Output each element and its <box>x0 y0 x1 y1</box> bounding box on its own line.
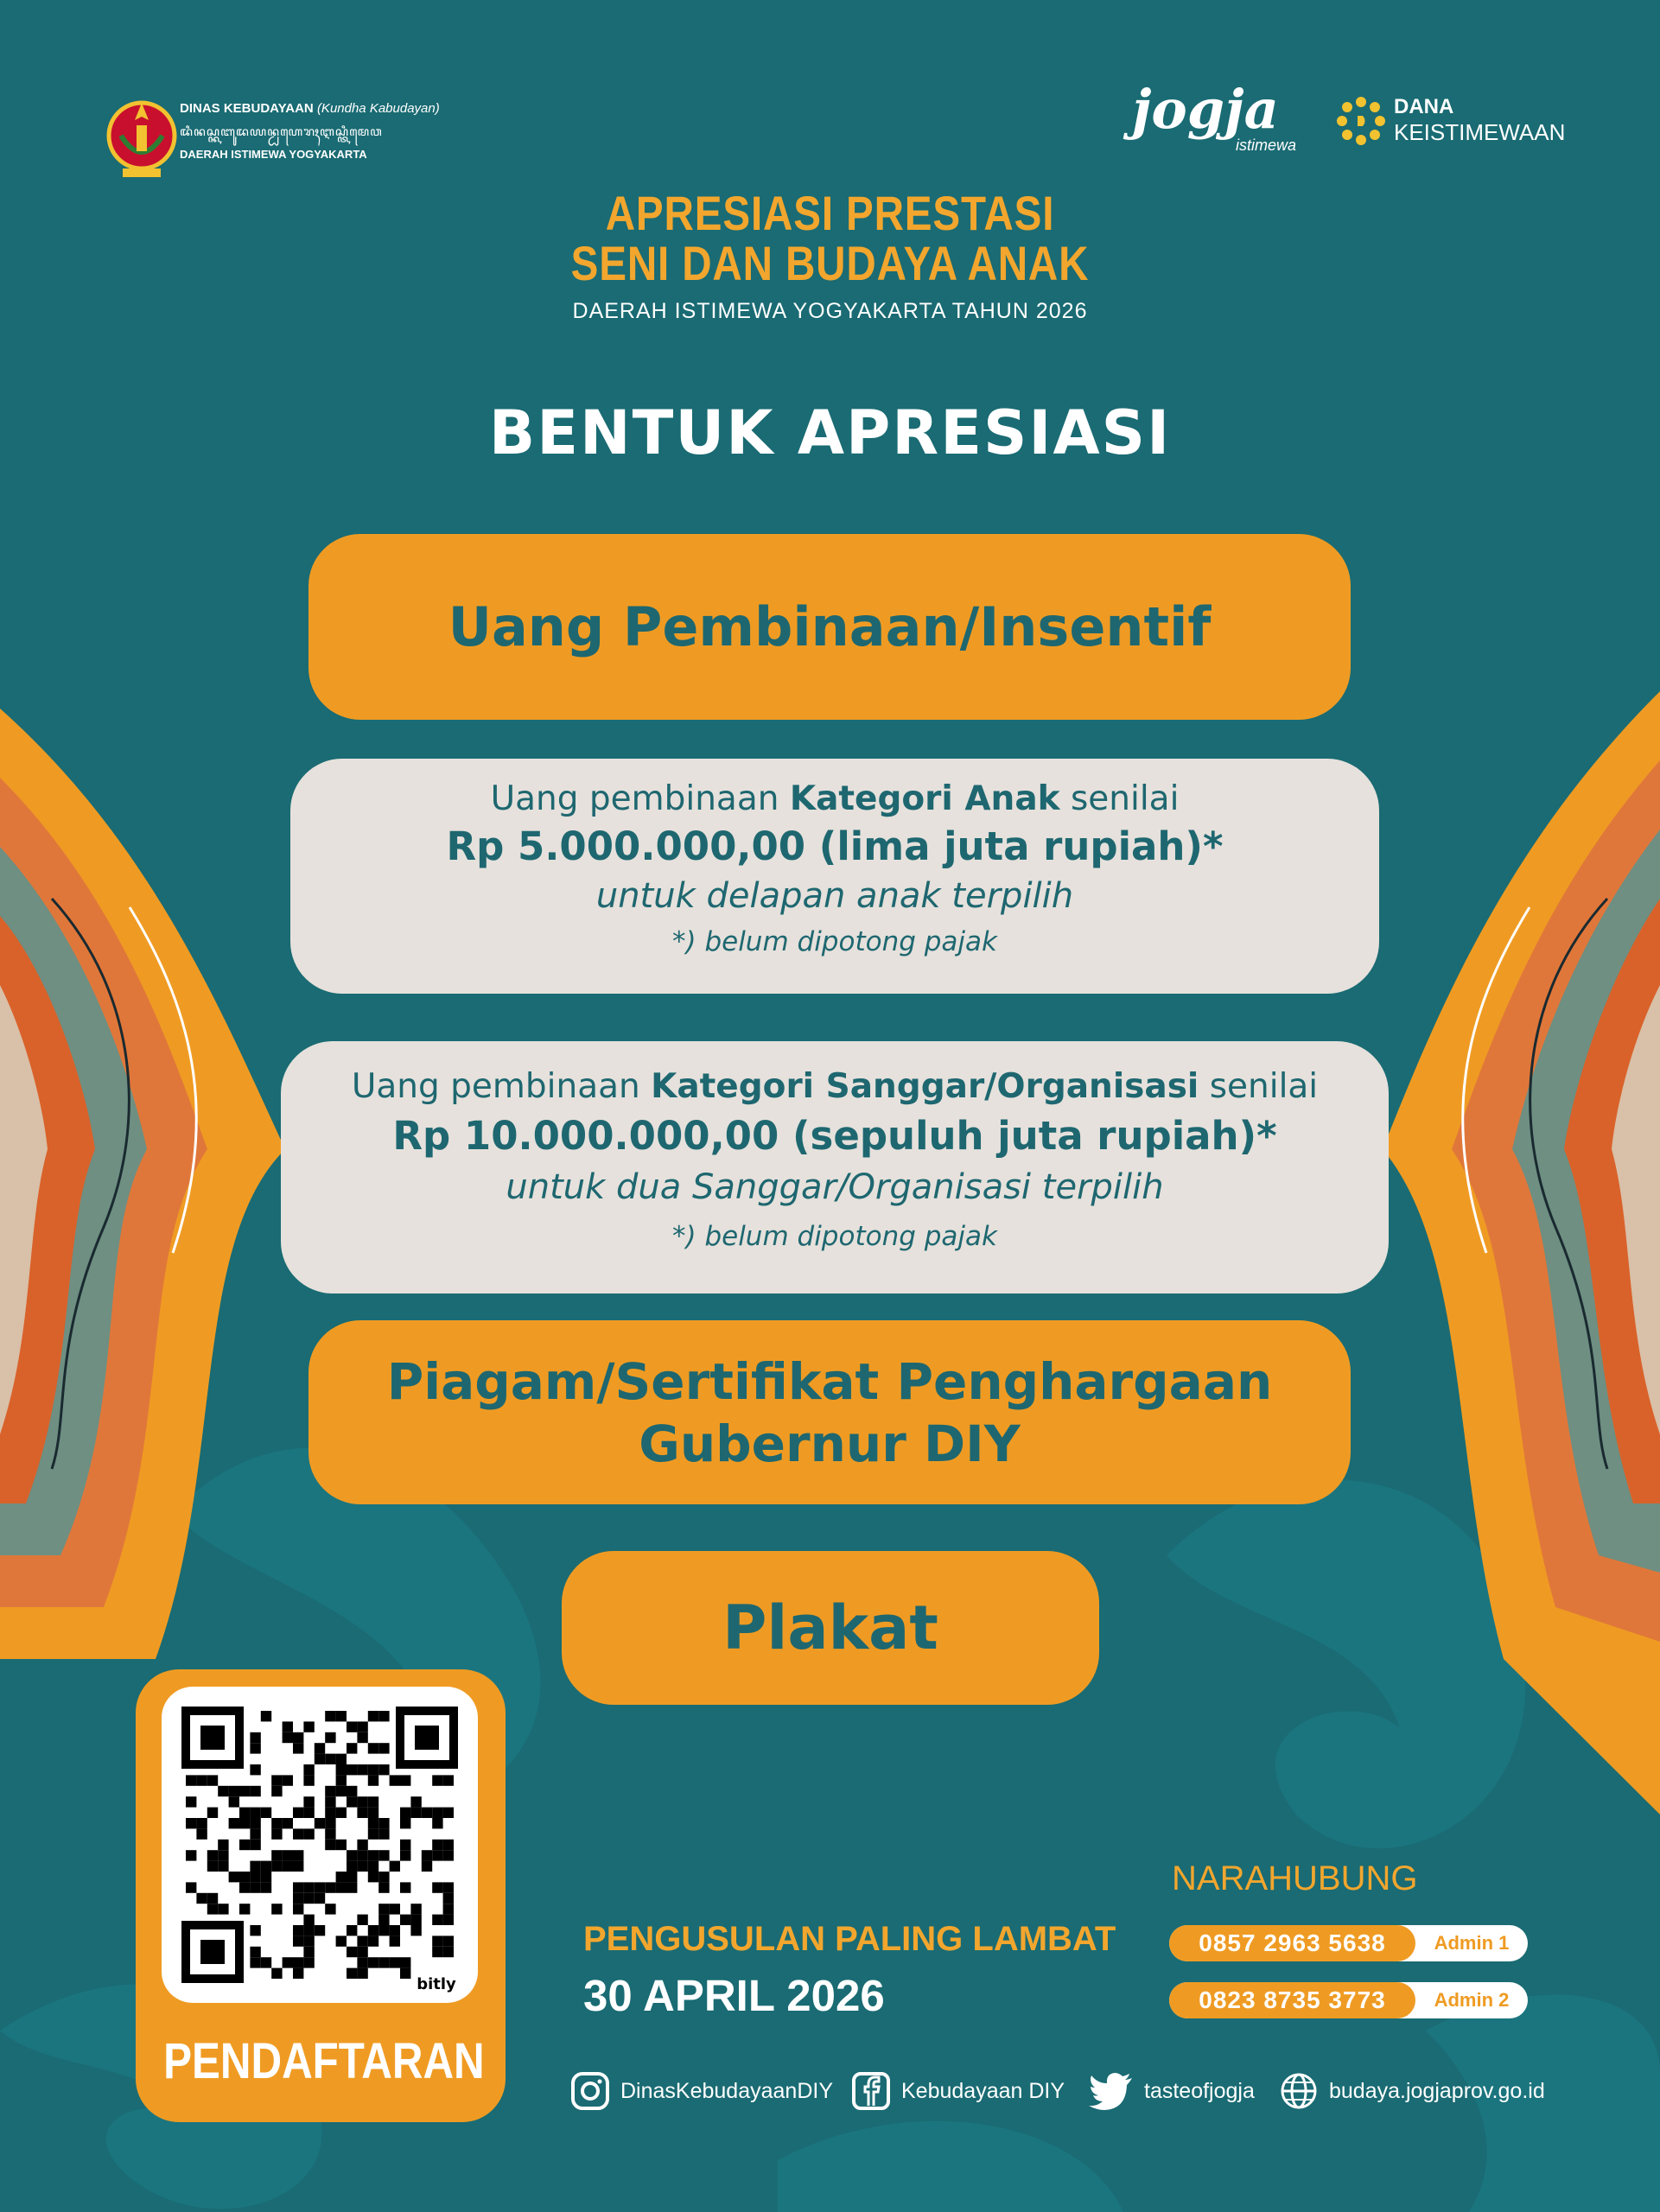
qr-module <box>250 1818 260 1828</box>
qr-module <box>400 1968 410 1979</box>
qr-module <box>250 1861 260 1872</box>
qr-module <box>325 1840 335 1850</box>
qr-module <box>368 1828 378 1839</box>
qr-module <box>410 1915 421 1925</box>
qr-module <box>283 1818 293 1828</box>
instagram-handle[interactable]: DinasKebudayaanDIY <box>620 2078 833 2103</box>
qr-module <box>347 1850 357 1860</box>
qr-module <box>410 1925 421 1936</box>
qr-module <box>239 1882 250 1892</box>
qr-module <box>443 1850 454 1860</box>
qr-module <box>368 1818 378 1828</box>
deadline-label: PENGUSULAN PALING LAMBAT <box>583 1920 1116 1958</box>
dana-keistimewaan-icon <box>1335 95 1387 147</box>
qr-module <box>315 1893 325 1904</box>
card1-note: untuk delapan anak terpilih <box>595 876 1074 916</box>
jogja-wordmark: jogja <box>1132 78 1279 141</box>
contact-label: NARAHUBUNG <box>1172 1859 1418 1897</box>
qr-module <box>422 1861 432 1872</box>
qr-module <box>303 1764 314 1775</box>
qr-module <box>347 1743 357 1753</box>
qr-module <box>229 1872 239 1882</box>
qr-module <box>229 1796 239 1807</box>
card2-tax-note: *) belum dipotong pajak <box>672 1221 997 1252</box>
qr-module <box>347 1882 357 1892</box>
qr-module <box>293 1936 303 1946</box>
qr-module <box>368 1764 378 1775</box>
qr-module <box>325 1808 335 1818</box>
qr-module <box>432 1947 442 1957</box>
social-instagram[interactable] <box>570 2069 833 2113</box>
qr-module <box>336 1882 347 1892</box>
qr-module <box>400 1840 410 1850</box>
qr-module <box>250 1786 260 1796</box>
qr-module <box>378 1915 389 1925</box>
qr-module <box>443 1904 454 1914</box>
qr-module <box>443 1915 454 1925</box>
government-seal-icon <box>104 91 180 181</box>
qr-module <box>250 1882 260 1892</box>
qr-module <box>303 1936 314 1946</box>
social-twitter[interactable] <box>1089 2069 1255 2113</box>
qr-module <box>378 1882 389 1892</box>
qr-module <box>390 1936 400 1946</box>
agency-script: ꦢꦶꦤꦱ꧀ꦏꦧꦸꦢꦪꦤ꧀ꦝꦲꦺꦫꦃꦆꦱ꧀ꦠꦶꦩꦺꦮ <box>180 125 383 139</box>
qr-module <box>400 1775 410 1785</box>
website-url[interactable]: budaya.jogjaprov.go.id <box>1329 2078 1545 2103</box>
plaque-label: Plakat <box>722 1592 938 1663</box>
qr-module <box>207 1861 218 1872</box>
event-title-line2: SENI DAN BUDAYA ANAK <box>570 236 1090 290</box>
qr-module <box>390 1957 400 1967</box>
qr-module <box>400 1957 410 1967</box>
qr-code-frame[interactable] <box>162 1687 478 2003</box>
qr-module <box>218 1850 228 1860</box>
qr-module <box>400 1850 410 1860</box>
twitter-icon <box>1089 2071 1134 2111</box>
qr-module <box>357 1721 367 1732</box>
qr-module <box>347 1796 357 1807</box>
qr-module <box>357 1732 367 1743</box>
qr-module <box>293 1732 303 1743</box>
qr-module <box>390 1775 400 1785</box>
qr-module <box>336 1840 347 1850</box>
qr-module <box>196 1893 207 1904</box>
qr-module <box>336 1808 347 1818</box>
dinas-kebudayaan-logo <box>104 91 484 186</box>
qr-module <box>315 1882 325 1892</box>
qr-module <box>432 1840 442 1850</box>
qr-module <box>239 1786 250 1796</box>
qr-module <box>271 1850 282 1860</box>
qr-module <box>186 1850 196 1860</box>
qr-module <box>303 1893 314 1904</box>
qr-module <box>303 1796 314 1807</box>
qr-module <box>325 1904 335 1914</box>
qr-module <box>239 1840 250 1850</box>
qr-module <box>347 1947 357 1957</box>
qr-module <box>378 1711 389 1721</box>
social-facebook[interactable] <box>851 2069 1065 2113</box>
qr-module <box>207 1808 218 1818</box>
qr-module <box>378 1957 389 1967</box>
qr-module <box>410 1808 421 1818</box>
event-title-line1: APRESIASI PRESTASI <box>605 186 1055 240</box>
qr-module <box>229 1786 239 1796</box>
qr-module <box>293 1743 303 1753</box>
qr-module <box>271 1775 282 1785</box>
qr-module <box>443 1936 454 1946</box>
qr-module <box>271 1828 282 1839</box>
qr-module <box>207 1904 218 1914</box>
qr-module <box>357 1764 367 1775</box>
qr-module <box>432 1882 442 1892</box>
qr-module <box>303 1808 314 1818</box>
qr-module <box>336 1786 347 1796</box>
qr-module <box>432 1936 442 1946</box>
qr-module <box>293 1893 303 1904</box>
qr-module <box>443 1882 454 1892</box>
qr-module <box>368 1808 378 1818</box>
qr-module <box>250 1840 260 1850</box>
contact-admin-label: Admin 2 <box>1434 1989 1510 2011</box>
contact-admin-1[interactable] <box>1169 1925 1528 1961</box>
qr-module <box>196 1818 207 1828</box>
qr-module <box>239 1872 250 1882</box>
appreciation-item-incentive-label: Uang Pembinaan/Insentif <box>448 595 1212 658</box>
qr-module <box>443 1893 454 1904</box>
qr-module <box>410 1904 421 1914</box>
qr-module <box>422 1808 432 1818</box>
qr-module <box>303 1882 314 1892</box>
qr-module <box>432 1808 442 1818</box>
qr-module <box>378 1850 389 1860</box>
qr-module <box>271 1968 282 1979</box>
qr-module <box>283 1775 293 1785</box>
contact-number[interactable]: 0823 8735 3773 <box>1169 1982 1415 2018</box>
qr-module <box>432 1775 442 1785</box>
qr-module <box>271 1904 282 1914</box>
qr-module <box>293 1968 303 1979</box>
qr-module <box>239 1808 250 1818</box>
facebook-icon <box>851 2071 891 2111</box>
appreciation-item-incentive <box>308 534 1351 720</box>
qr-module <box>443 1947 454 1957</box>
qr-module <box>293 1882 303 1892</box>
qr-module <box>186 1796 196 1807</box>
qr-module <box>325 1754 335 1764</box>
qr-module <box>261 1808 271 1818</box>
qr-module <box>357 1808 367 1818</box>
qr-module <box>368 1957 378 1967</box>
qr-module <box>250 1957 260 1967</box>
qr-module <box>378 1904 389 1914</box>
qr-module <box>315 1925 325 1936</box>
qr-module <box>250 1872 260 1882</box>
qr-module <box>378 1828 389 1839</box>
qr-module <box>347 1764 357 1775</box>
qr-module <box>443 1840 454 1850</box>
page-heading: BENTUK APRESIASI <box>488 397 1172 468</box>
card-category-child <box>290 759 1379 994</box>
contact-admin-2[interactable] <box>1169 1982 1528 2018</box>
jogja-sub: istimewa <box>1236 137 1297 154</box>
qr-module <box>271 1861 282 1872</box>
twitter-handle[interactable]: tasteofjogja <box>1144 2078 1255 2103</box>
qr-module <box>357 1840 367 1850</box>
qr-module <box>303 1925 314 1936</box>
social-website[interactable] <box>1279 2069 1545 2113</box>
qr-module <box>271 1786 282 1796</box>
qr-module <box>368 1925 378 1936</box>
qr-module <box>303 1828 314 1839</box>
agency-region: DAERAH ISTIMEWA YOGYAKARTA <box>180 148 367 161</box>
qr-module <box>336 1764 347 1775</box>
qr-module <box>357 1915 367 1925</box>
card1-tax-note: *) belum dipotong pajak <box>672 926 997 957</box>
qr-module <box>357 1861 367 1872</box>
contact-admin-label: Admin 1 <box>1434 1932 1510 1954</box>
registration-qr-card[interactable] <box>136 1669 506 2122</box>
qr-module <box>283 1957 293 1967</box>
qr-module <box>378 1764 389 1775</box>
qr-module <box>357 1947 367 1957</box>
qr-module <box>207 1775 218 1785</box>
qr-module <box>315 1818 325 1828</box>
event-title <box>124 188 1536 289</box>
qr-module <box>303 1775 314 1785</box>
agency-name: DINAS KEBUDAYAAN (Kundha Kabudayan) <box>180 101 440 116</box>
qr-module <box>250 1947 260 1957</box>
qr-module <box>336 1754 347 1764</box>
qr-module <box>218 1861 228 1872</box>
qr-module <box>218 1840 228 1850</box>
qr-module <box>239 1818 250 1828</box>
dana-line2: KEISTIMEWAAN <box>1394 119 1566 145</box>
qr-module <box>378 1743 389 1753</box>
qr-module <box>400 1915 410 1925</box>
qr-module <box>250 1732 260 1743</box>
qr-module <box>400 1818 410 1828</box>
qr-module <box>303 1957 314 1967</box>
qr-module <box>368 1796 378 1807</box>
deadline-date: 30 APRIL 2026 <box>583 1971 885 2020</box>
qr-module <box>186 1818 196 1828</box>
qr-module <box>336 1936 347 1946</box>
qr-module <box>207 1850 218 1860</box>
instagram-icon <box>570 2071 610 2111</box>
globe-icon <box>1279 2071 1319 2111</box>
certificate-line1: Piagam/Sertifikat Penghargaan <box>386 1351 1273 1411</box>
qr-module <box>378 1872 389 1882</box>
qr-module <box>293 1808 303 1818</box>
qr-module <box>325 1786 335 1796</box>
qr-module <box>315 1743 325 1753</box>
qr-module <box>400 1882 410 1892</box>
qr-module <box>325 1882 335 1892</box>
qr-module <box>293 1925 303 1936</box>
qr-brand: bitly <box>417 1975 456 1993</box>
qr-module <box>261 1882 271 1892</box>
qr-module <box>400 1808 410 1818</box>
qr-module <box>336 1711 347 1721</box>
qr-module <box>271 1818 282 1828</box>
dana-line1: DANA <box>1394 95 1454 118</box>
jogja-istimewa-logo <box>1132 78 1305 161</box>
qr-module <box>432 1915 442 1925</box>
qr-module <box>336 1872 347 1882</box>
qr-module <box>368 1743 378 1753</box>
qr-module <box>390 1925 400 1936</box>
contact-number[interactable]: 0857 2963 5638 <box>1169 1925 1415 1961</box>
qr-module <box>357 1957 367 1967</box>
facebook-handle[interactable]: Kebudayaan DIY <box>901 2078 1065 2103</box>
qr-module <box>186 1775 196 1785</box>
event-subtitle: DAERAH ISTIMEWA YOGYAKARTA TAHUN 2026 <box>572 299 1088 323</box>
qr-module <box>368 1850 378 1860</box>
qr-module <box>229 1818 239 1828</box>
qr-module <box>283 1850 293 1860</box>
qr-module <box>368 1775 378 1785</box>
qr-module <box>186 1882 196 1892</box>
appreciation-item-plaque <box>562 1551 1099 1705</box>
card2-line1: Uang pembinaan Kategori Sanggar/Organisasi senilai <box>351 1067 1319 1106</box>
qr-module <box>357 1936 367 1946</box>
qr-module <box>325 1732 335 1743</box>
qr-module <box>261 1957 271 1967</box>
qr-module <box>325 1818 335 1828</box>
qr-module <box>207 1893 218 1904</box>
qr-module <box>239 1904 250 1914</box>
qr-module <box>443 1808 454 1818</box>
qr-module <box>218 1786 228 1796</box>
qr-module <box>303 1947 314 1957</box>
qr-module <box>390 1904 400 1914</box>
qr-module <box>250 1808 260 1818</box>
qr-module <box>196 1828 207 1839</box>
qr-module <box>368 1711 378 1721</box>
qr-module <box>218 1904 228 1914</box>
qr-module <box>347 1786 357 1796</box>
qr-module <box>261 1861 271 1872</box>
qr-module <box>357 1850 367 1860</box>
card2-amount: Rp 10.000.000,00 (sepuluh juta rupiah)* <box>392 1113 1277 1159</box>
qr-module <box>325 1711 335 1721</box>
qr-module <box>336 1775 347 1785</box>
qr-module <box>347 1968 357 1979</box>
qr-module <box>325 1828 335 1839</box>
qr-module <box>368 1872 378 1882</box>
qr-module <box>410 1796 421 1807</box>
card1-line1: Uang pembinaan Kategori Anak senilai <box>490 779 1180 818</box>
qr-module <box>378 1818 389 1828</box>
qr-module <box>261 1872 271 1882</box>
card2-note: untuk dua Sanggar/Organisasi terpilih <box>506 1167 1164 1207</box>
appreciation-item-certificate <box>308 1320 1351 1504</box>
qr-module <box>347 1861 357 1872</box>
certificate-line2: Gubernur DIY <box>639 1414 1021 1473</box>
qr-module <box>432 1850 442 1860</box>
qr-code-icon[interactable] <box>162 1687 478 2003</box>
qr-module <box>283 1721 293 1732</box>
qr-module <box>315 1754 325 1764</box>
qr-module <box>293 1904 303 1914</box>
qr-module <box>250 1925 260 1936</box>
qr-module <box>368 1861 378 1872</box>
registration-label: PENDAFTARAN <box>163 2033 485 2089</box>
qr-module <box>432 1818 442 1828</box>
qr-module <box>283 1732 293 1743</box>
qr-module <box>357 1796 367 1807</box>
dana-keistimewaan-logo <box>1335 95 1577 147</box>
qr-module <box>303 1721 314 1732</box>
qr-module <box>250 1828 260 1839</box>
qr-module <box>347 1872 357 1882</box>
qr-module <box>250 1764 260 1775</box>
qr-module <box>443 1775 454 1785</box>
qr-module <box>422 1850 432 1860</box>
qr-module <box>250 1743 260 1753</box>
qr-module <box>357 1968 367 1979</box>
card1-amount: Rp 5.000.000,00 (lima juta rupiah)* <box>446 823 1224 869</box>
qr-module <box>261 1711 271 1721</box>
qr-module <box>196 1775 207 1785</box>
qr-module <box>347 1721 357 1732</box>
qr-module <box>283 1861 293 1872</box>
qr-module <box>293 1861 303 1872</box>
qr-module <box>293 1957 303 1967</box>
qr-module <box>368 1936 378 1946</box>
qr-module <box>390 1861 400 1872</box>
qr-module <box>325 1796 335 1807</box>
qr-module <box>293 1828 303 1839</box>
qr-module <box>303 1915 314 1925</box>
qr-module <box>293 1850 303 1860</box>
qr-module <box>378 1925 389 1936</box>
qr-module <box>347 1925 357 1936</box>
card-category-sanggar <box>281 1041 1389 1294</box>
